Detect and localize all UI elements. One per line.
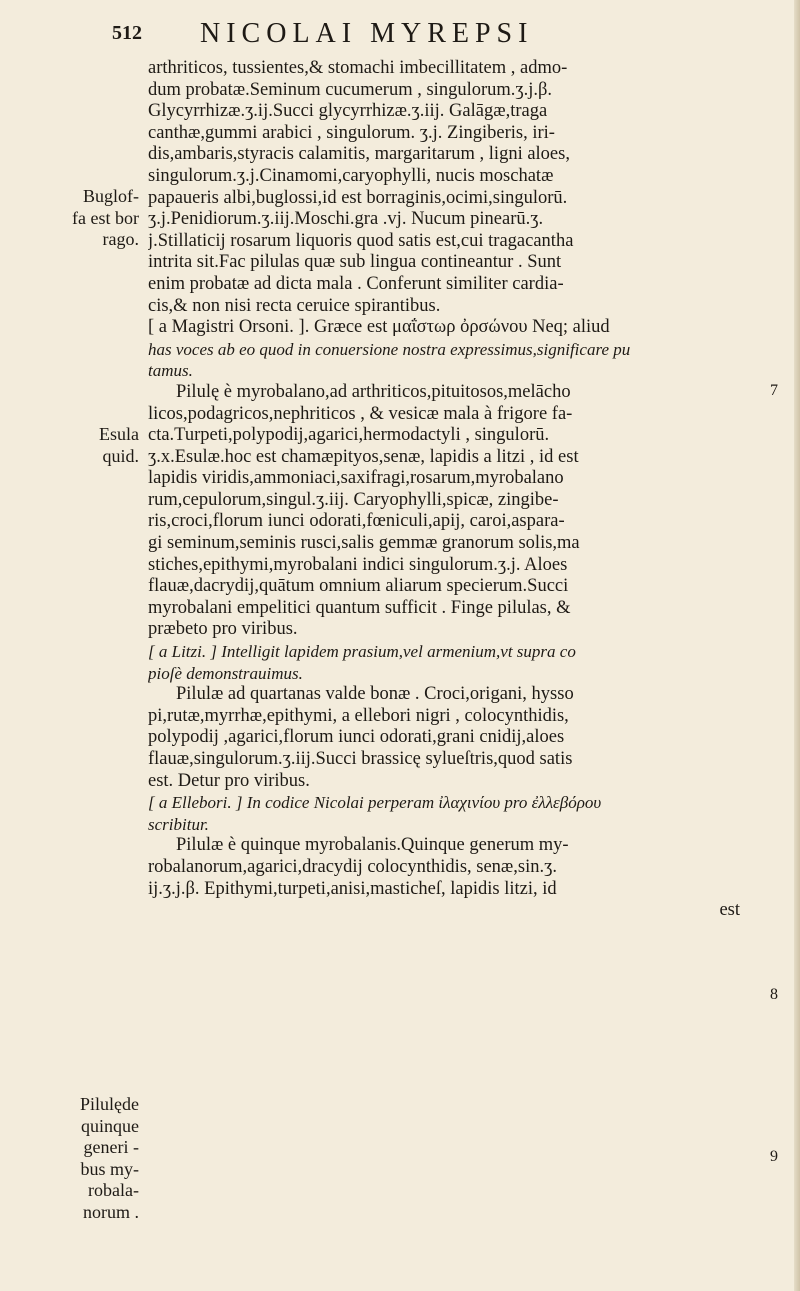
text-line: Pilulæ è quinque myrobalanis.Quinque generum my- <box>176 835 569 856</box>
text-line: polypodij ,agarici,florum iunci odorati,grani cnidij,aloes <box>148 727 565 748</box>
text-body <box>148 58 760 922</box>
margin-note-line: Buglof- <box>83 186 139 206</box>
text-line: rum,cepulorum,singul.ʒ.iij. Caryophylli,spicæ, zingibe- <box>148 489 559 510</box>
text-line: j.Stillaticij rosarum liquoris quod satis est,cui tragacantha <box>148 230 574 251</box>
text-line: robalanorum,agarici,dracydij colocynthidis, senæ,sin.ʒ. <box>148 856 557 877</box>
text-line: flauæ,singulorum.ʒ.iij.Succi brassicę sylueſtris,quod satis <box>148 749 573 769</box>
text-line: has voces ab eo quod in conuersione nostra expressimus,significare pu <box>148 339 631 359</box>
margin-note-line: Esula <box>99 424 139 444</box>
text-line: singulorum.ʒ.j.Cinamomi,caryophylli, nucis moschatæ <box>148 165 554 186</box>
text-line: papaueris albi,buglossi,id est borraginis,ocimi,singulorū. <box>148 187 568 208</box>
text-line: cta.Turpeti,polypodij,agarici,hermodactyli , singulorū. <box>148 425 550 446</box>
text-line: [ a Litzi. ] Intelligit lapidem prasium,vel armenium,vt supra co <box>148 642 576 662</box>
text-line: arthriticos, tussientes,& stomachi imbecillitatem , admo- <box>148 58 568 78</box>
margin-note-line: bus my- <box>80 1158 139 1179</box>
page-number: 512 <box>112 22 142 44</box>
margin-note-line: quinque <box>81 1115 139 1136</box>
section-number-8: 8 <box>770 986 778 1003</box>
margin-note-line: generi - <box>83 1137 139 1158</box>
text-line: ʒ.x.Esulæ.hoc est chamæpityos,senæ, lapidis a litzi , id est <box>148 446 579 467</box>
text-line: pioſè demonstrauimus. <box>148 663 303 683</box>
text-line: enim probatæ ad dicta mala . Conferunt similiter cardia- <box>148 273 564 294</box>
text-line: est. Detur pro viribus. <box>148 770 310 791</box>
text-line: Pilulę è myrobalano,ad arthriticos,pituitosos,melācho <box>176 381 571 402</box>
running-title: NICOLAI MYREPSI <box>200 18 534 49</box>
margin-note-line: Pilulęde <box>80 1094 139 1114</box>
margin-note-pilulae <box>0 1094 145 1224</box>
text-line: ʒ.j.Penidiorum.ʒ.iij.Moschi.gra .vj. Nucum pinearū.ʒ. <box>148 209 544 230</box>
section-number-7: 7 <box>770 382 778 399</box>
page-header <box>0 18 800 52</box>
text-line: [ a Magistri Orsoni. ]. Græce est μαΐστωρ ὀρσώνου Neq; aliud <box>148 317 610 338</box>
margin-note-line: quid. <box>102 445 139 466</box>
text-line: intrita sit.Fac pilulas quæ sub lingua contineantur . Sunt <box>148 252 562 273</box>
text-line: præbeto pro viribus. <box>148 619 298 640</box>
text-line: [ a Ellebori. ] In codice Nicolai perperam ἰλαχινίου pro ἐλλεβόρου <box>148 793 602 813</box>
text-line: ris,croci,florum iunci odorati,fœniculi,apij, caroi,aspara- <box>148 511 565 532</box>
text-line: lapidis viridis,ammoniaci,saxifragi,rosarum,myrobalano <box>148 468 564 489</box>
catchword: est <box>719 900 740 921</box>
text-line: tamus. <box>148 361 193 381</box>
margin-note-esula <box>0 424 145 467</box>
margin-note-line: robala- <box>88 1180 139 1201</box>
text-line: cis,& non nisi recta ceruice spirantibus. <box>148 295 441 316</box>
margin-note-buglossa <box>0 186 145 251</box>
text-line: flauæ,dacrydij,quātum omnium aliarum specierum.Succi <box>148 576 569 597</box>
section-number-9: 9 <box>770 1148 778 1165</box>
text-line: dum probatæ.Seminum cucumerum , singulorum.ʒ.j.β. <box>148 79 553 100</box>
text-line: dis,ambaris,styracis calamitis, margaritarum , ligni aloes, <box>148 144 570 165</box>
text-line: canthæ,gummi arabici , singulorum. ʒ.j. Zingiberis, iri- <box>148 122 555 143</box>
page-edge <box>794 0 800 1291</box>
text-line: scribitur. <box>148 814 209 834</box>
margin-note-line: fa est bor <box>72 207 139 228</box>
text-line: Pilulæ ad quartanas valde bonæ . Croci,origani, hysso <box>176 684 574 705</box>
text-line: stiches,epithymi,myrobalani indici singulorum.ʒ.j. Aloes <box>148 554 568 575</box>
text-line: licos,podagricos,nephriticos , & vesicæ mala à frigore fa- <box>148 403 573 424</box>
text-line: Glycyrrhizæ.ʒ.ij.Succi glycyrrhizæ.ʒ.iij. Galāgæ,traga <box>148 101 548 122</box>
text-line: ij.ʒ.j.β. Epithymi,turpeti,anisi,masticheſ, lapidis litzi, id <box>148 878 557 899</box>
text-line: gi seminum,seminis rusci,salis gemmæ granorum solis,ma <box>148 533 580 554</box>
text-line: pi,rutæ,myrrhæ,epithymi, a ellebori nigri , colocynthidis, <box>148 705 569 726</box>
margin-note-line: norum . <box>83 1201 139 1222</box>
text-line: myrobalani empelitici quantum sufficit . Finge pilulas, & <box>148 597 571 618</box>
margin-note-line: rago. <box>102 229 139 250</box>
